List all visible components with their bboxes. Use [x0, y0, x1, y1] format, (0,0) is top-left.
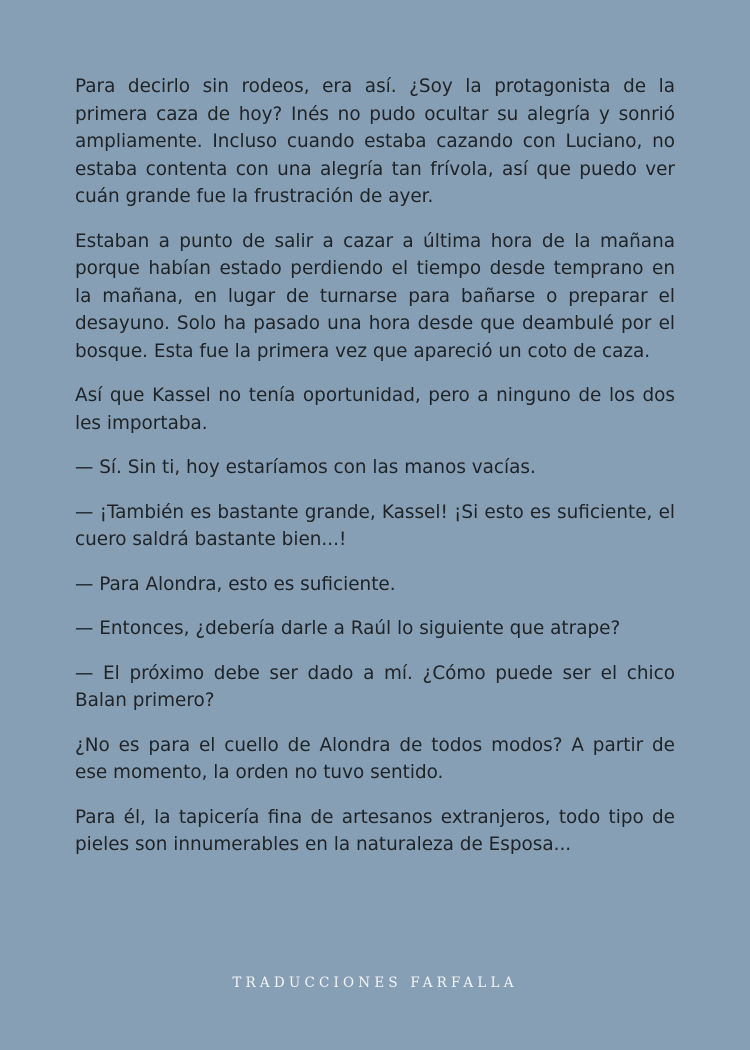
paragraph-9: ¿No es para el cuello de Alondra de todos modos? A partir de ese momento, la orden no tuvo sentido. [75, 734, 675, 783]
paragraph-6: — Para Alondra, esto es suficiente. [75, 573, 396, 595]
paragraph-1: Para decirlo sin rodeos, era así. ¿Soy la protagonista de la primera caza de hoy? Inés no pudo ocultar su alegría y sonrió ampliamente. Incluso cuando estaba cazando con Luciano, no estaba contenta con una alegría tan frívola, así que puedo ver cuán grande fue la frustración de ayer. [75, 76, 675, 207]
paragraph-4: — Sí. Sin ti, hoy estaríamos con las manos vacías. [75, 457, 536, 478]
paragraph-8: — El próximo debe ser dado a mí. ¿Cómo puede ser el chico Balan primero? [75, 662, 675, 711]
paragraph-2: Estaban a punto de salir a cazar a última hora de la mañana porque habían estado perdiendo el tiempo desde temprano en la mañana, en lugar de turnarse para bañarse o preparar el desayuno. Solo ha pasado una hora desde que deambulé por el bosque. Esta fue la primera vez que apareció un coto de caza. [75, 230, 675, 362]
paragraph-3: Así que Kassel no tenía oportunidad, pero a ninguno de los dos les importaba. [75, 385, 675, 434]
paragraph-10: Para él, la tapicería fina de artesanos extranjeros, todo tipo de pieles son innumerables en la naturaleza de Esposa... [75, 806, 675, 855]
paragraph-5: — ¡También es bastante grande, Kassel! ¡Si esto es suficiente, el cuero saldrá bastante bien...! [75, 501, 675, 550]
paragraph-7: — Entonces, ¿debería darle a Raúl lo siguiente que atrape? [75, 618, 621, 639]
publisher-footer: TRADUCCIONES FARFALLA [232, 975, 518, 991]
page-body [75, 73, 675, 876]
